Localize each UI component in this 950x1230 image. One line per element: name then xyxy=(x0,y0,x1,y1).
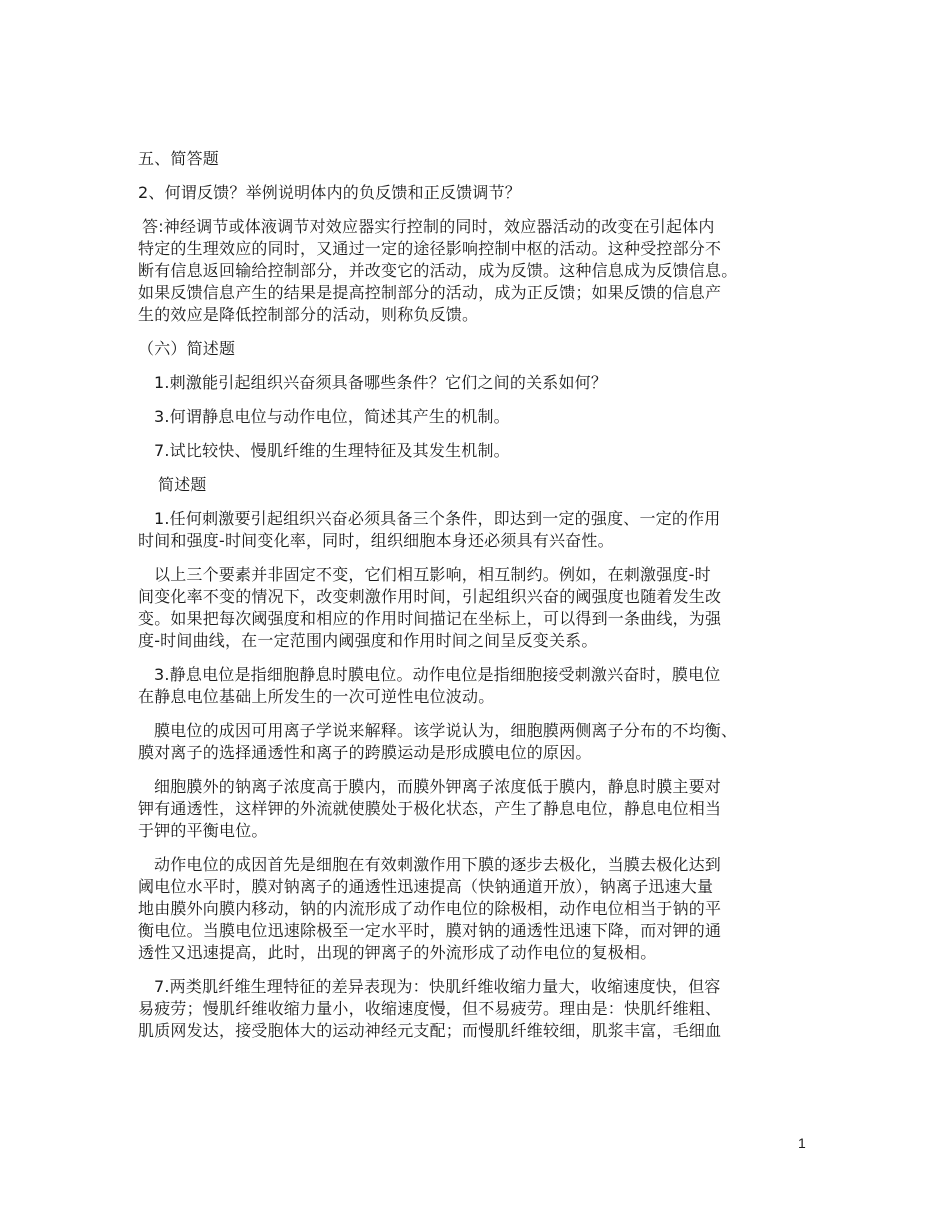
answer-2-line: 断有信息返回输给控制部分，并改变它的活动，成为反馈。这种信息成为反馈信息。 xyxy=(138,261,738,280)
answer-line: 钾有通透性，这样钾的外流就使膜处于极化状态，产生了静息电位，静息电位相当 xyxy=(138,799,722,818)
answer-2-line: 答:神经调节或体液调节对效应器实行控制的同时，效应器活动的改变在引起体内 xyxy=(142,217,715,236)
answer-line: 时间和强度-时间变化率，同时，组织细胞本身还必须具有兴奋性。 xyxy=(138,531,614,550)
answer-paragraph xyxy=(138,664,816,708)
answer-2-line: 特定的生理效应的同时，又通过一定的途径影响控制中枢的活动。这种受控部分不 xyxy=(138,239,722,258)
answer-line: 衡电位。当膜电位迅速除极至一定水平时，膜对钠的通透性迅速下降，而对钾的通 xyxy=(138,921,722,940)
answer-line: 间变化率不变的情况下，改变刺激作用时间，引起组织兴奋的阈强度也随着发生改 xyxy=(138,587,722,606)
answers-title: 简述题 xyxy=(158,475,207,494)
question-2: 2、何谓反馈？举例说明体内的负反馈和正反馈调节？ xyxy=(138,183,521,202)
page-number: 1 xyxy=(798,1135,806,1151)
answer-line: 于钾的平衡电位。 xyxy=(138,821,268,840)
answer-line: 以上三个要素并非固定不变，它们相互影响，相互制约。例如，在刺激强度-时 xyxy=(154,565,711,584)
answer-paragraph xyxy=(138,976,816,1042)
sub-section-title: （六）简述题 xyxy=(138,339,236,358)
question-item: 1.刺激能引起组织兴奋须具备哪些条件？它们之间的关系如何？ xyxy=(154,373,608,392)
answer-line: 阈电位水平时，膜对钠离子的通透性迅速提高（快钠通道开放），钠离子迅速大量 xyxy=(138,877,714,896)
answer-line: 3.静息电位是指细胞静息时膜电位。动作电位是指细胞接受刺激兴奋时，膜电位 xyxy=(154,665,721,684)
answer-paragraph xyxy=(138,720,816,764)
answer-line: 易疲劳；慢肌纤维收缩力量小，收缩速度慢，但不易疲劳。理由是：快肌纤维粗、 xyxy=(138,999,722,1018)
answer-line: 7.两类肌纤维生理特征的差异表现为：快肌纤维收缩力量大，收缩速度快，但容 xyxy=(154,977,721,996)
answer-line: 度-时间曲线，在一定范围内阈强度和作用时间之间呈反变关系。 xyxy=(138,631,598,650)
answer-2-line: 如果反馈信息产生的结果是提高控制部分的活动，成为正反馈；如果反馈的信息产 xyxy=(138,283,722,302)
question-item: 3.何谓静息电位与动作电位，简述其产生的机制。 xyxy=(154,407,510,426)
answer-paragraph xyxy=(138,854,816,964)
question-item: 7.试比较快、慢肌纤维的生理特征及其发生机制。 xyxy=(154,441,510,460)
answer-2-line: 生的效应是降低控制部分的活动，则称负反馈。 xyxy=(138,305,479,324)
answer-2 xyxy=(138,216,816,326)
answer-line: 1.任何刺激要引起组织兴奋必须具备三个条件，即达到一定的强度、一定的作用 xyxy=(154,509,721,528)
answer-paragraph xyxy=(138,776,816,842)
answer-line: 透性又迅速提高，此时，出现的钾离子的外流形成了动作电位的复极相。 xyxy=(138,943,657,962)
answer-line: 地由膜外向膜内移动，钠的内流形成了动作电位的除极相，动作电位相当于钠的平 xyxy=(138,899,722,918)
answer-line: 膜对离子的选择通透性和离子的跨膜运动是形成膜电位的原因。 xyxy=(138,743,592,762)
answer-paragraph xyxy=(138,564,816,652)
answer-line: 肌质网发达，接受胞体大的运动神经元支配；而慢肌纤维较细，肌浆丰富，毛细血 xyxy=(138,1021,722,1040)
answer-line: 变。如果把每次阈强度和相应的作用时间描记在坐标上，可以得到一条曲线，为强 xyxy=(138,609,722,628)
answer-line: 在静息电位基础上所发生的一次可逆性电位波动。 xyxy=(138,687,495,706)
section-title: 五、简答题 xyxy=(138,149,220,168)
answer-line: 细胞膜外的钠离子浓度高于膜内，而膜外钾离子浓度低于膜内，静息时膜主要对 xyxy=(154,777,722,796)
page-content xyxy=(138,148,816,1054)
answer-paragraph xyxy=(138,508,816,552)
answer-line: 膜电位的成因可用离子学说来解释。该学说认为，细胞膜两侧离子分布的不均衡、 xyxy=(154,721,738,740)
answer-line: 动作电位的成因首先是细胞在有效刺激作用下膜的逐步去极化，当膜去极化达到 xyxy=(154,855,722,874)
